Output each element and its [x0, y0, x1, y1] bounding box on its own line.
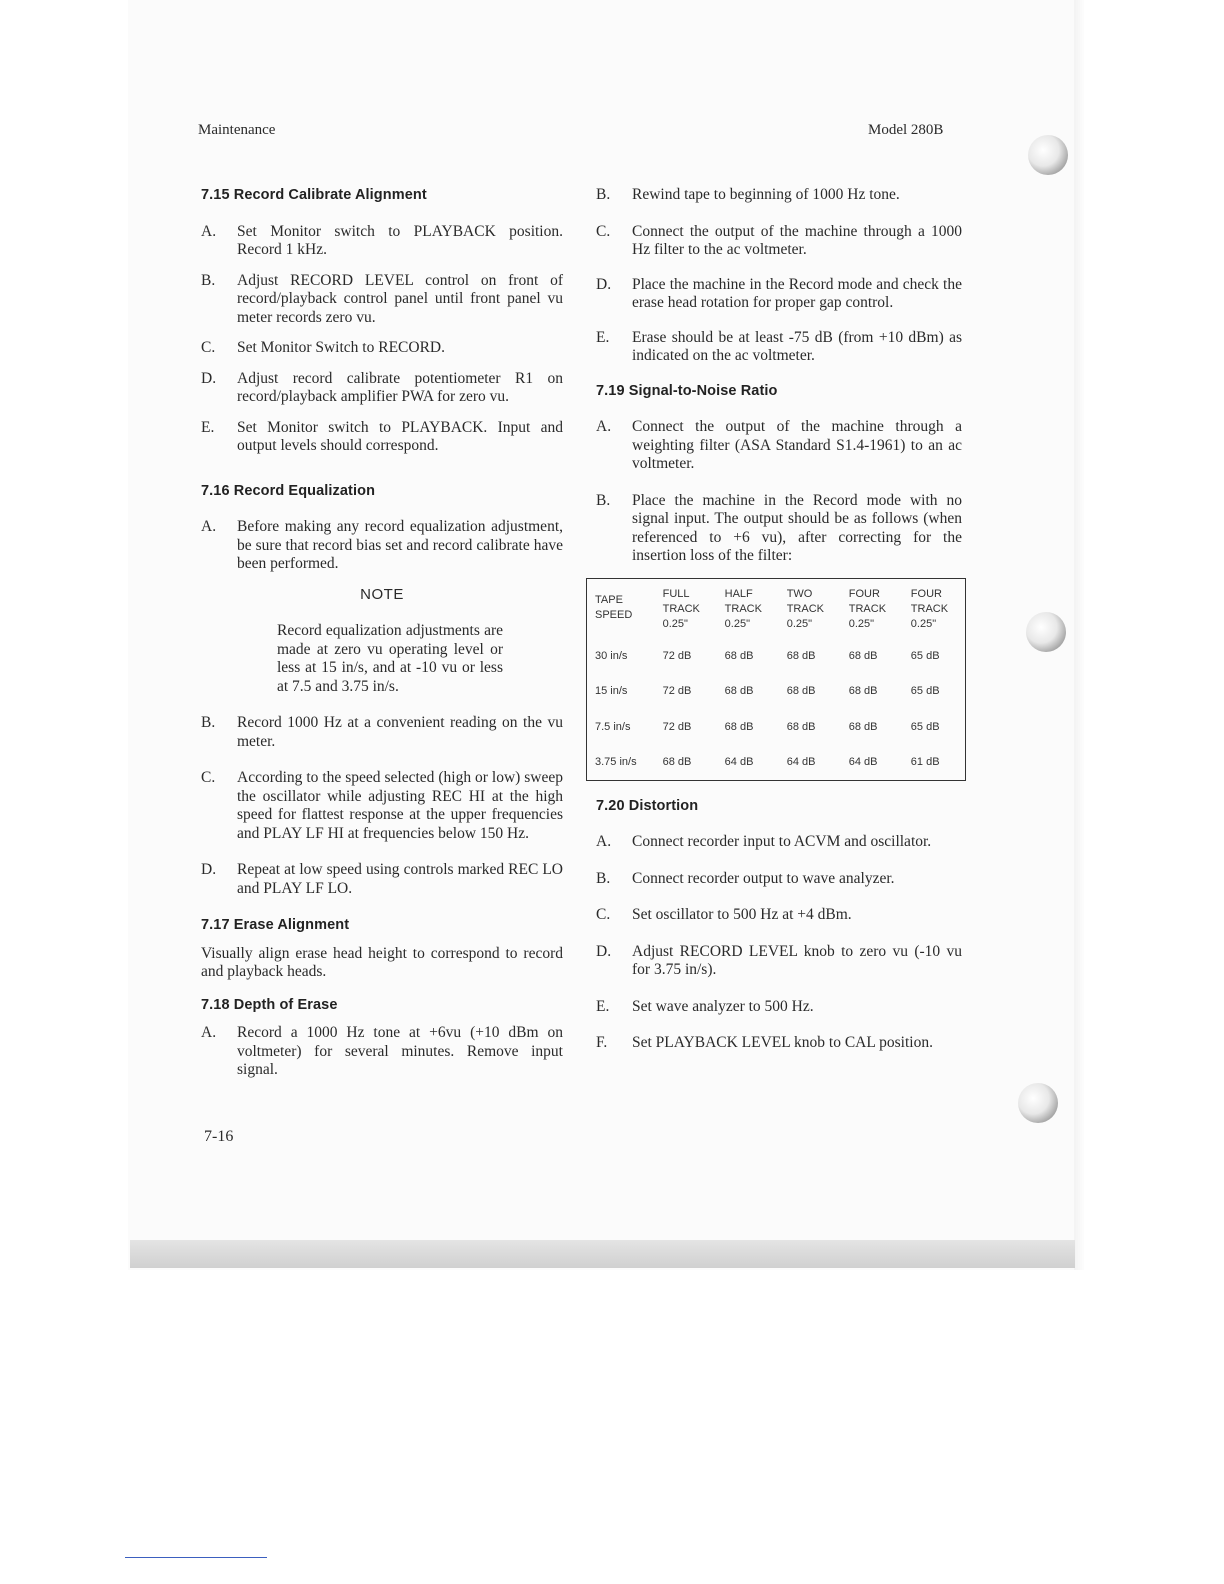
section-7-20-title: 7.20 Distortion [596, 797, 699, 814]
step-7-15-c: C. Set Monitor Switch to RECORD. [201, 339, 445, 356]
step-7-16-c: C. According to the speed selected (high or low) sweep the oscillator while adjusting REC HI at the high speed for flattest response at the upper frequencies and PLAY LF HI at frequencies below 150 Hz. [201, 769, 563, 842]
step-7-20-d: D. Adjust RECORD LEVEL knob to zero vu (-10 vu for 3.75 in/s). [596, 942, 962, 978]
step-7-18-b: B. Rewind tape to beginning of 1000 Hz tone. [596, 186, 900, 203]
right-column [596, 186, 962, 1065]
table-header-cell: HALF TRACK 0.25" [724, 587, 762, 630]
step-7-20-f: F. Set PLAYBACK LEVEL knob to CAL position. [596, 1034, 933, 1051]
table-row: 30 in/s 72 dB 68 dB 68 dB 68 dB 65 dB [595, 649, 940, 662]
table-row: 7.5 in/s 72 dB 68 dB 68 dB 68 dB 65 dB [595, 720, 940, 733]
table-row: 3.75 in/s 68 dB 64 dB 64 dB 64 dB 61 dB [595, 756, 940, 768]
step-7-19-a: A. Connect the output of the machine through a weighting filter (ASA Standard S1.4-1961) to an ac voltmeter. [596, 418, 962, 472]
step-7-18-e: E. Erase should be at least -75 dB (from +10 dBm) as indicated on the ac voltmeter. [596, 328, 962, 364]
note-body: Record equalization adjustments are made at zero vu operating level or less at 15 in/s, and at -10 vu or less at 7.5 and 3.75 in/s. [277, 622, 503, 695]
signal-to-noise-table [586, 578, 966, 781]
section-7-17-title: 7.17 Erase Alignment [201, 917, 350, 933]
table-header-cell: TWO TRACK 0.25" [786, 587, 824, 630]
binder-hole-3 [1018, 1083, 1058, 1123]
step-7-18-d: D. Place the machine in the Record mode and check the erase head rotation for proper gap control. [596, 275, 962, 311]
table-header-cell: FOUR TRACK 0.25" [848, 587, 887, 630]
left-column [201, 186, 563, 1092]
binder-hole-1 [1028, 135, 1068, 175]
bottom-rule [125, 1557, 267, 1558]
step-7-16-b: B. Record 1000 Hz at a convenient reading on the vu meter. [201, 714, 563, 750]
step-7-16-a: A. Before making any record equalization adjustment, be sure that record bias set and record calibrate have been performed. [201, 518, 563, 572]
table-row: 15 in/s 72 dB 68 dB 68 dB 68 dB 65 dB [595, 685, 940, 697]
page-edge [1074, 0, 1084, 1270]
step-7-15-a: A. Set Monitor switch to PLAYBACK position. Record 1 kHz. [201, 222, 563, 258]
step-7-18-c: C. Connect the output of the machine through a 1000 Hz filter to the ac voltmeter. [596, 222, 962, 258]
section-7-15-title: 7.15 Record Calibrate Alignment [201, 187, 427, 203]
step-7-20-e: E. Set wave analyzer to 500 Hz. [596, 997, 814, 1015]
step-7-16-d: D. Repeat at low speed using controls marked REC LO and PLAY LF LO. [201, 861, 563, 897]
page-bottom-shadow [130, 1240, 1075, 1268]
step-7-15-b: B. Adjust RECORD LEVEL control on front of record/playback control panel until front panel vu meter records zero vu. [201, 271, 563, 326]
step-7-15-d: D. Adjust record calibrate potentiometer R1 on record/playback amplifier PWA for zero vu. [201, 369, 563, 405]
table-header-cell: TAPE SPEED [595, 593, 633, 621]
step-7-20-a: A. Connect recorder input to ACVM and oscillator. [596, 833, 932, 850]
section-7-19-title: 7.19 Signal-to-Noise Ratio [596, 382, 778, 399]
step-7-15-e: E. Set Monitor switch to PLAYBACK. Input and output levels should correspond. [201, 418, 563, 454]
binder-hole-2 [1026, 612, 1066, 652]
header-section: Maintenance [198, 122, 276, 138]
header-model: Model 280B [868, 122, 944, 138]
section-7-18-title: 7.18 Depth of Erase [201, 996, 338, 1013]
step-7-20-b: B. Connect recorder output to wave analyzer. [596, 869, 895, 887]
step-7-20-c: C. Set oscillator to 500 Hz at +4 dBm. [596, 906, 852, 923]
section-7-16-title: 7.16 Record Equalization [201, 482, 376, 499]
page-number: 7-16 [204, 1128, 234, 1145]
step-7-18-a: A. Record a 1000 Hz tone at +6vu (+10 dBm on voltmeter) for several minutes. Remove input signal. [201, 1024, 563, 1078]
step-7-19-b: B. Place the machine in the Record mode with no signal input. The output should be as follows (when referenced to +6 vu), after correcting for the insertion loss of the filter: [596, 491, 962, 564]
erase-alignment-text: Visually align erase head height to correspond to record and playback heads. [201, 944, 563, 980]
note-title: NOTE [360, 585, 404, 603]
table-header-cell: FOUR TRACK 0.25" [910, 587, 949, 630]
table-header-cell: FULL TRACK 0.25" [662, 587, 700, 630]
